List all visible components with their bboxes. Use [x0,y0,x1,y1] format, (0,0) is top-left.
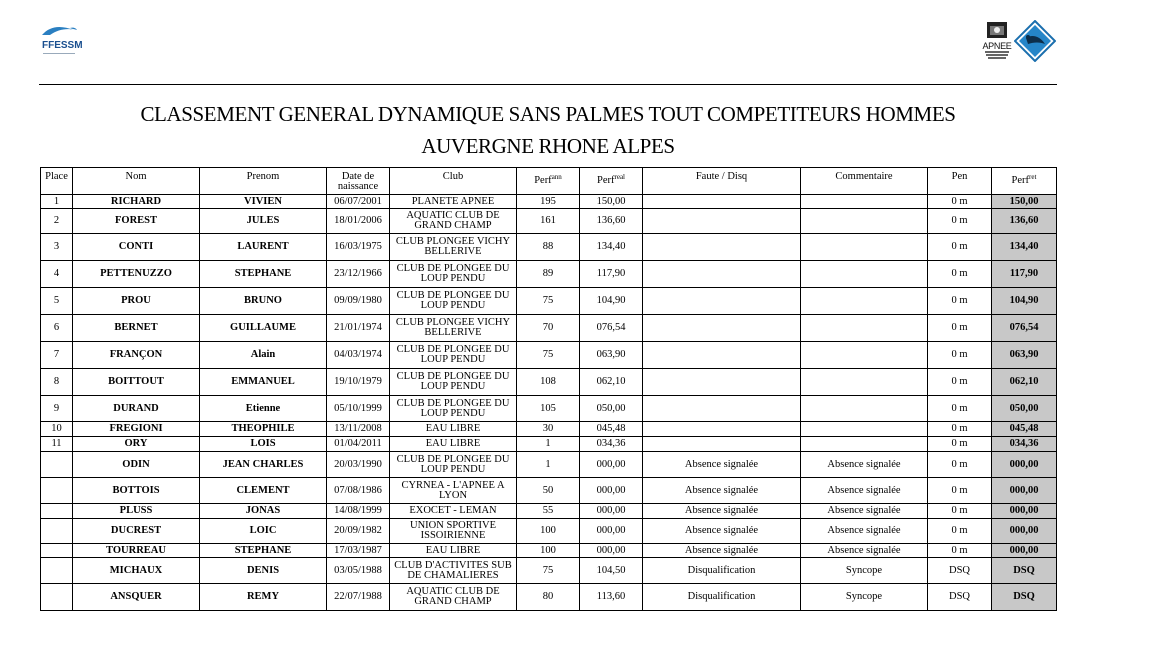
cell-dob: 21/01/1974 [327,315,390,342]
cell-perf-ret: 034,36 [992,437,1057,452]
cell-nom: FRANÇON [73,342,200,369]
cell-perf-ann: 75 [517,288,580,315]
cell-pen: DSQ [928,558,992,584]
cell-nom: MICHAUX [73,558,200,584]
cell-pen: DSQ [928,584,992,611]
wave-icon [40,22,80,42]
cell-perf-ret: 136,60 [992,209,1057,234]
cell-perf-ret: 000,00 [992,519,1057,544]
cell-place: 6 [41,315,73,342]
cell-nom: ODIN [73,452,200,478]
cell-perf-ann: 75 [517,342,580,369]
cell-perf-ret: 050,00 [992,396,1057,422]
col-header-pen: Pen [928,168,992,195]
cell-prenom: LOIS [200,437,327,452]
cell-nom: DURAND [73,396,200,422]
cell-nom: DUCREST [73,519,200,544]
cell-perf-ann: 100 [517,544,580,558]
cell-place: 5 [41,288,73,315]
cell-dob: 03/05/1988 [327,558,390,584]
cell-pen: 0 m [928,369,992,396]
table-row [41,558,1057,584]
cell-perf-real: 063,90 [580,342,643,369]
cell-pen: 0 m [928,288,992,315]
cell-commentaire [801,422,928,437]
cell-perf-ret: DSQ [992,584,1057,611]
cell-perf-ret: 062,10 [992,369,1057,396]
table-row [41,288,1057,315]
cell-dob: 19/10/1979 [327,369,390,396]
cell-dob: 04/03/1974 [327,342,390,369]
cell-club: CYRNEA - L'APNEE A LYON [390,478,517,504]
apnee-logo-text: APNEE [982,41,1012,51]
cell-nom: RICHARD [73,195,200,209]
cell-nom: CONTI [73,234,200,261]
apnee-seal-icon [980,18,1014,64]
cell-faute [643,261,801,288]
table-row [41,422,1057,437]
cell-nom: TOURREAU [73,544,200,558]
cell-perf-real: 117,90 [580,261,643,288]
table-row [41,396,1057,422]
cell-nom: ANSQUER [73,584,200,611]
cell-prenom: EMMANUEL [200,369,327,396]
cell-perf-real: 134,40 [580,234,643,261]
cell-club: CLUB DE PLONGEE DU LOUP PENDU [390,288,517,315]
table-row [41,369,1057,396]
cell-commentaire: Absence signalée [801,478,928,504]
results-table [40,167,1057,611]
table-row [41,195,1057,209]
cell-club: AQUATIC CLUB DE GRAND CHAMP [390,584,517,611]
cell-faute [643,288,801,315]
cell-perf-real: 150,00 [580,195,643,209]
cell-faute [643,369,801,396]
cell-prenom: VIVIEN [200,195,327,209]
cell-commentaire [801,209,928,234]
cell-prenom: JONAS [200,504,327,519]
cell-pen: 0 m [928,519,992,544]
cell-dob: 07/08/1986 [327,478,390,504]
cell-place: 4 [41,261,73,288]
cell-prenom: Etienne [200,396,327,422]
cell-pen: 0 m [928,504,992,519]
cell-club: CLUB D'ACTIVITES SUB DE CHAMALIERES [390,558,517,584]
cell-place [41,544,73,558]
cell-nom: FREGIONI [73,422,200,437]
cell-club: CLUB PLONGEE VICHY BELLERIVE [390,234,517,261]
cell-prenom: CLEMENT [200,478,327,504]
cell-prenom: THEOPHILE [200,422,327,437]
page-title: CLASSEMENT GENERAL DYNAMIQUE SANS PALMES TOUT COMPETITEURS HOMMES [140,102,956,126]
cell-commentaire [801,261,928,288]
cell-commentaire [801,369,928,396]
cell-perf-ret: 104,90 [992,288,1057,315]
cell-commentaire [801,396,928,422]
cell-club: AQUATIC CLUB DE GRAND CHAMP [390,209,517,234]
cell-nom: BOITTOUT [73,369,200,396]
cell-perf-real: 000,00 [580,452,643,478]
cell-pen: 0 m [928,261,992,288]
cell-pen: 0 m [928,437,992,452]
cell-place [41,478,73,504]
cell-commentaire: Syncope [801,584,928,611]
cell-perf-ann: 108 [517,369,580,396]
cell-faute: Disqualification [643,584,801,611]
cell-place [41,452,73,478]
cell-club: PLANETE APNEE [390,195,517,209]
cell-pen: 0 m [928,422,992,437]
cell-club: CLUB DE PLONGEE DU LOUP PENDU [390,369,517,396]
cell-nom: PETTENUZZO [73,261,200,288]
cell-place: 11 [41,437,73,452]
cell-perf-real: 113,60 [580,584,643,611]
cell-faute [643,396,801,422]
cell-place: 3 [41,234,73,261]
cell-perf-ret: 117,90 [992,261,1057,288]
ffessm-logo-text: FFESSM [42,40,83,51]
table-row [41,209,1057,234]
table-row [41,315,1057,342]
cell-commentaire: Syncope [801,558,928,584]
cell-perf-ret: 000,00 [992,544,1057,558]
cell-pen: 0 m [928,478,992,504]
cell-perf-real: 050,00 [580,396,643,422]
cell-faute [643,315,801,342]
col-header-perf-ann: Perf$^{ann}$ [517,168,580,195]
cell-perf-real: 062,10 [580,369,643,396]
table-row [41,504,1057,519]
cell-prenom: LOIC [200,519,327,544]
cell-perf-ann: 195 [517,195,580,209]
cell-pen: 0 m [928,234,992,261]
cell-faute: Absence signalée [643,452,801,478]
cell-perf-real: 076,54 [580,315,643,342]
cell-perf-ann: 1 [517,452,580,478]
cell-club: EAU LIBRE [390,437,517,452]
cell-nom: ORY [73,437,200,452]
cell-perf-ann: 88 [517,234,580,261]
table-row [41,342,1057,369]
cell-faute [643,342,801,369]
cell-perf-ann: 75 [517,558,580,584]
cell-perf-ret: 000,00 [992,478,1057,504]
cell-perf-ann: 105 [517,396,580,422]
table-row [41,544,1057,558]
cell-pen: 0 m [928,315,992,342]
cell-pen: 0 m [928,396,992,422]
cell-perf-ann: 1 [517,437,580,452]
cell-dob: 09/09/1980 [327,288,390,315]
cell-dob: 01/04/2011 [327,437,390,452]
cell-nom: FOREST [73,209,200,234]
cell-nom: PLUSS [73,504,200,519]
cell-pen: 0 m [928,544,992,558]
cell-club: UNION SPORTIVE ISSOIRIENNE [390,519,517,544]
cell-perf-real: 045,48 [580,422,643,437]
cell-prenom: LAURENT [200,234,327,261]
col-header-perf-ret: Perf$^{ret}$ [992,168,1057,195]
cell-dob: 06/07/2001 [327,195,390,209]
cell-commentaire [801,288,928,315]
cell-pen: 0 m [928,342,992,369]
cell-perf-real: 104,90 [580,288,643,315]
cell-club: CLUB PLONGEE VICHY BELLERIVE [390,315,517,342]
cell-faute: Absence signalée [643,544,801,558]
cell-dob: 14/08/1999 [327,504,390,519]
cell-dob: 18/01/2006 [327,209,390,234]
cell-place [41,519,73,544]
cell-pen: 0 m [928,209,992,234]
diver-badge-icon [1014,20,1056,62]
cell-perf-ret: 134,40 [992,234,1057,261]
cell-pen: 0 m [928,452,992,478]
cell-club: CLUB DE PLONGEE DU LOUP PENDU [390,452,517,478]
ffessm-logo [40,22,84,58]
cell-nom: PROU [73,288,200,315]
cell-club: CLUB DE PLONGEE DU LOUP PENDU [390,396,517,422]
cell-commentaire: Absence signalée [801,544,928,558]
cell-dob: 23/12/1966 [327,261,390,288]
cell-perf-real: 000,00 [580,544,643,558]
cell-club: EAU LIBRE [390,544,517,558]
cell-commentaire [801,342,928,369]
cell-faute: Absence signalée [643,478,801,504]
cell-commentaire [801,195,928,209]
table-header-row [41,168,1057,195]
cell-faute [643,422,801,437]
cell-prenom: JEAN CHARLES [200,452,327,478]
col-header-prenom: Prenom [200,168,327,195]
table-row [41,234,1057,261]
cell-commentaire [801,315,928,342]
cell-perf-ann: 55 [517,504,580,519]
cell-prenom: JULES [200,209,327,234]
cell-faute: Disqualification [643,558,801,584]
cell-dob: 17/03/1987 [327,544,390,558]
cell-dob: 22/07/1988 [327,584,390,611]
table-row [41,452,1057,478]
cell-prenom: STEPHANE [200,261,327,288]
cell-faute [643,209,801,234]
cell-perf-ret: 045,48 [992,422,1057,437]
cell-commentaire: Absence signalée [801,452,928,478]
table-row [41,584,1057,611]
cell-commentaire [801,234,928,261]
table-row [41,261,1057,288]
cell-nom: BOTTOIS [73,478,200,504]
col-header-dob: Date de naissance [327,168,390,195]
header-divider [39,84,1057,85]
cell-place: 2 [41,209,73,234]
cell-faute: Absence signalée [643,519,801,544]
cell-dob: 20/09/1982 [327,519,390,544]
cell-perf-ret: 000,00 [992,504,1057,519]
col-header-nom: Nom [73,168,200,195]
cell-place: 9 [41,396,73,422]
cell-place [41,504,73,519]
cell-place [41,584,73,611]
cell-nom: BERNET [73,315,200,342]
col-header-perf-real: Perf$^{real}$ [580,168,643,195]
cell-faute [643,437,801,452]
cell-perf-real: 000,00 [580,478,643,504]
cell-place: 1 [41,195,73,209]
col-header-faute: Faute / Disq [643,168,801,195]
cell-place: 7 [41,342,73,369]
cell-faute: Absence signalée [643,504,801,519]
cell-dob: 13/11/2008 [327,422,390,437]
cell-perf-ret: 150,00 [992,195,1057,209]
cell-prenom: REMY [200,584,327,611]
col-header-club: Club [390,168,517,195]
cell-commentaire [801,437,928,452]
cell-place: 8 [41,369,73,396]
cell-perf-ret: 076,54 [992,315,1057,342]
cell-perf-ann: 161 [517,209,580,234]
cell-perf-real: 104,50 [580,558,643,584]
page-subtitle: AUVERGNE RHONE ALPES [421,134,675,158]
cell-perf-ret: DSQ [992,558,1057,584]
cell-prenom: STEPHANE [200,544,327,558]
apnee-logo [980,18,1060,64]
cell-dob: 05/10/1999 [327,396,390,422]
col-header-commentaire: Commentaire [801,168,928,195]
cell-perf-ann: 80 [517,584,580,611]
cell-pen: 0 m [928,195,992,209]
cell-prenom: BRUNO [200,288,327,315]
cell-perf-ann: 89 [517,261,580,288]
cell-club: EAU LIBRE [390,422,517,437]
table-row [41,519,1057,544]
cell-place [41,558,73,584]
cell-perf-ret: 000,00 [992,452,1057,478]
cell-faute [643,195,801,209]
cell-dob: 20/03/1990 [327,452,390,478]
cell-commentaire: Absence signalée [801,504,928,519]
cell-perf-real: 136,60 [580,209,643,234]
cell-perf-ann: 50 [517,478,580,504]
col-header-place: Place [41,168,73,195]
cell-perf-ann: 70 [517,315,580,342]
table-row [41,437,1057,452]
cell-club: CLUB DE PLONGEE DU LOUP PENDU [390,261,517,288]
cell-prenom: Alain [200,342,327,369]
cell-commentaire: Absence signalée [801,519,928,544]
cell-perf-ann: 100 [517,519,580,544]
cell-faute [643,234,801,261]
cell-perf-real: 000,00 [580,519,643,544]
cell-perf-ann: 30 [517,422,580,437]
cell-perf-real: 034,36 [580,437,643,452]
cell-place: 10 [41,422,73,437]
cell-dob: 16/03/1975 [327,234,390,261]
cell-club: CLUB DE PLONGEE DU LOUP PENDU [390,342,517,369]
cell-prenom: GUILLAUME [200,315,327,342]
cell-prenom: DENIS [200,558,327,584]
cell-perf-real: 000,00 [580,504,643,519]
cell-perf-ret: 063,90 [992,342,1057,369]
cell-club: EXOCET - LEMAN [390,504,517,519]
table-row [41,478,1057,504]
